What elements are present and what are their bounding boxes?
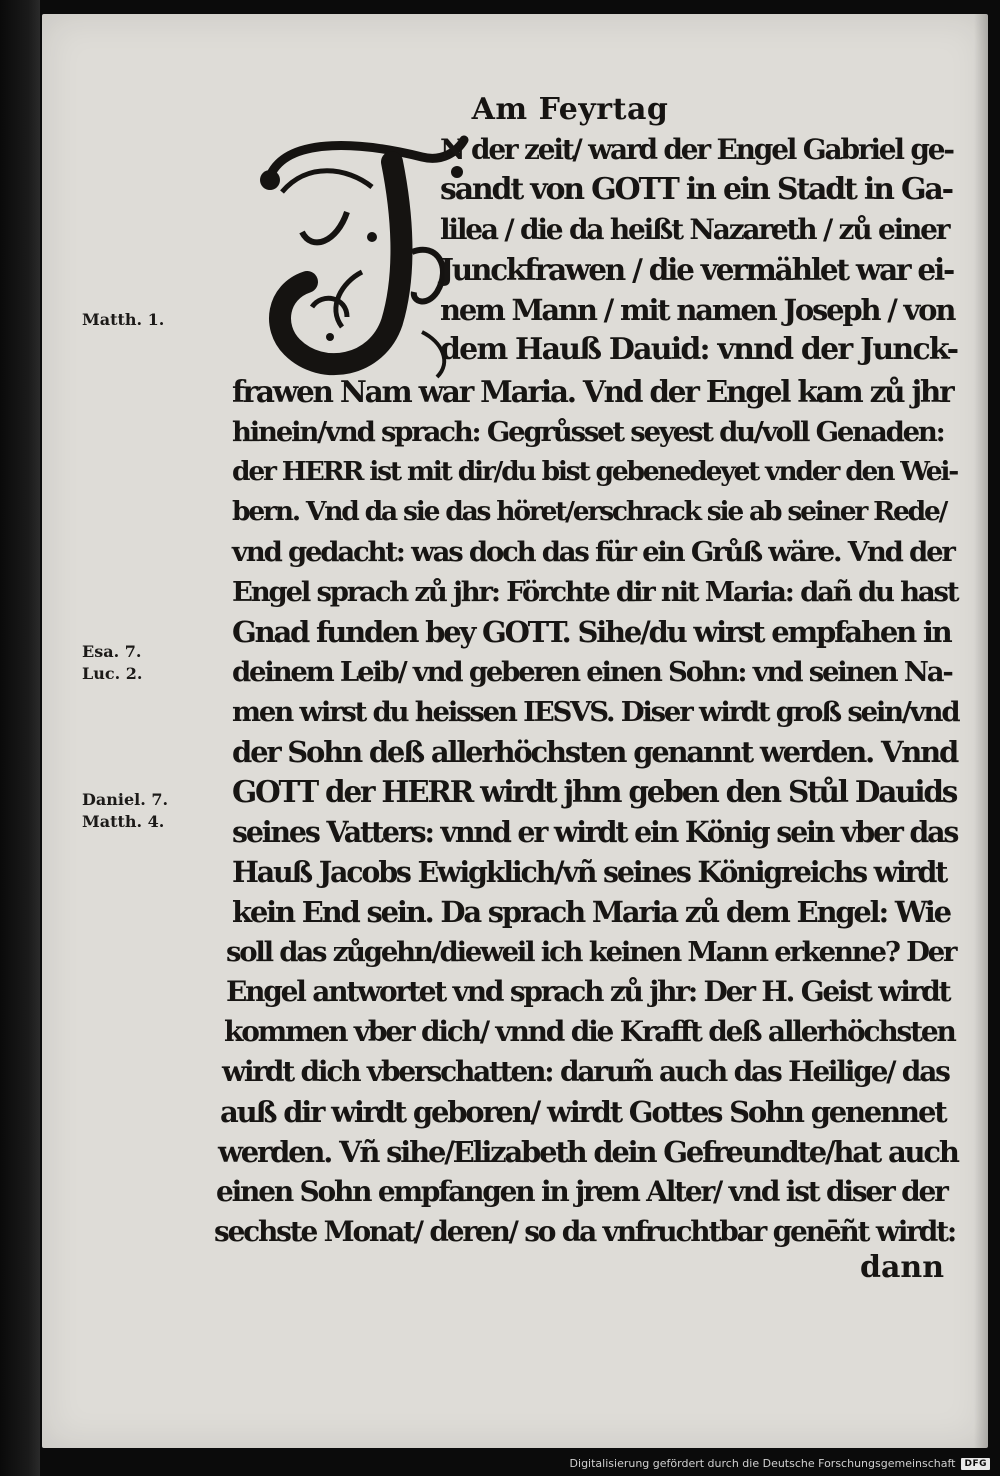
text-line: der HERR ist mit dir/du bist gebenedeyet vnder den Wei- [232, 456, 958, 487]
book-page [42, 14, 988, 1448]
margin-note: Luc. 2. [82, 664, 143, 683]
credit-text: Digitalisierung gefördert durch die Deutsche Forschungsgemeinschaft [569, 1457, 956, 1470]
text-line: einen Sohn empfangen in jrem Alter/ vnd ist diser der [216, 1175, 947, 1208]
text-line: nem Mann / mit namen Joseph / von [440, 293, 955, 327]
text-line: Engel antwortet vnd sprach zů jhr: Der H. Geist wirdt [226, 975, 950, 1008]
text-line: Gnad funden bey GOTT. Sihe/du wirst empfahen in [232, 615, 951, 649]
text-line: sechste Monat/ deren/ so da vnfruchtbar genēñt wirdt: [214, 1215, 955, 1248]
catchword: dann [860, 1250, 945, 1285]
text-line: GOTT der HERR wirdt jhm geben den Stůl Dauids [232, 774, 957, 809]
margin-note: Matth. 1. [82, 310, 165, 329]
text-line: Junckfrawen / die vermählet war ei- [440, 252, 954, 287]
digitization-credit [570, 1457, 990, 1470]
margin-note: Esa. 7. [82, 642, 142, 661]
text-line: lilea / die da heißt Nazareth / zů einer [440, 213, 949, 246]
text-line: wirdt dich vberschatten: darum̃ auch das Heilige/ das [222, 1055, 949, 1088]
drop-initial-ornament [252, 132, 472, 382]
text-line: frawen Nam war Maria. Vnd der Engel kam zů jhr [232, 374, 953, 409]
text-line: bern. Vnd da sie das höret/erschrack sie ab seiner Rede/ [232, 496, 947, 527]
text-line: der Sohn deß allerhöchsten genannt werden. Vnnd [232, 735, 958, 769]
margin-note: Matth. 4. [82, 812, 165, 831]
book-edge-strip [0, 0, 40, 1476]
text-line: men wirst du heissen IESVS. Diser wirdt groß sein/vnd [232, 696, 959, 728]
running-head: Am Feyrtag [471, 92, 669, 127]
margin-note: Daniel. 7. [82, 790, 169, 809]
text-line: dem Hauß Dauid: vnnd der Junck- [440, 332, 958, 367]
text-line: vnd gedacht: was doch das für ein Grůß wäre. Vnd der [232, 536, 954, 568]
text-line: kein End sein. Da sprach Maria zů dem Engel: Wie [232, 895, 950, 929]
text-line: deinem Leib/ vnd geberen einen Sohn: vnd seinen Na- [232, 656, 952, 688]
text-line: Hauß Jacobs Ewigklich/vñ seines Königreichs wirdt [232, 855, 947, 889]
dfg-logo-icon: DFG [961, 1458, 990, 1470]
text-line: N der zeit/ ward der Engel Gabriel ge- [440, 133, 953, 166]
text-line: Engel sprach zů jhr: Förchte dir nit Maria: dañ du hast [232, 576, 958, 608]
text-line: hinein/vnd sprach: Gegrůsset seyest du/voll Genaden: [232, 416, 944, 448]
text-line: seines Vatters: vnnd er wirdt ein König sein vber das [232, 815, 958, 849]
text-line: sandt von GOTT in ein Stadt in Ga- [440, 172, 952, 207]
text-line: soll das zůgehn/dieweil ich keinen Mann erkenne? Der [226, 936, 956, 968]
text-line: werden. Vñ sihe/Elizabeth dein Gefreundte/hat auch [218, 1135, 958, 1169]
text-line: auß dir wirdt geboren/ wirdt Gottes Sohn genennet [220, 1095, 946, 1129]
text-line: kommen vber dich/ vnnd die Krafft deß allerhöchsten [224, 1015, 955, 1048]
